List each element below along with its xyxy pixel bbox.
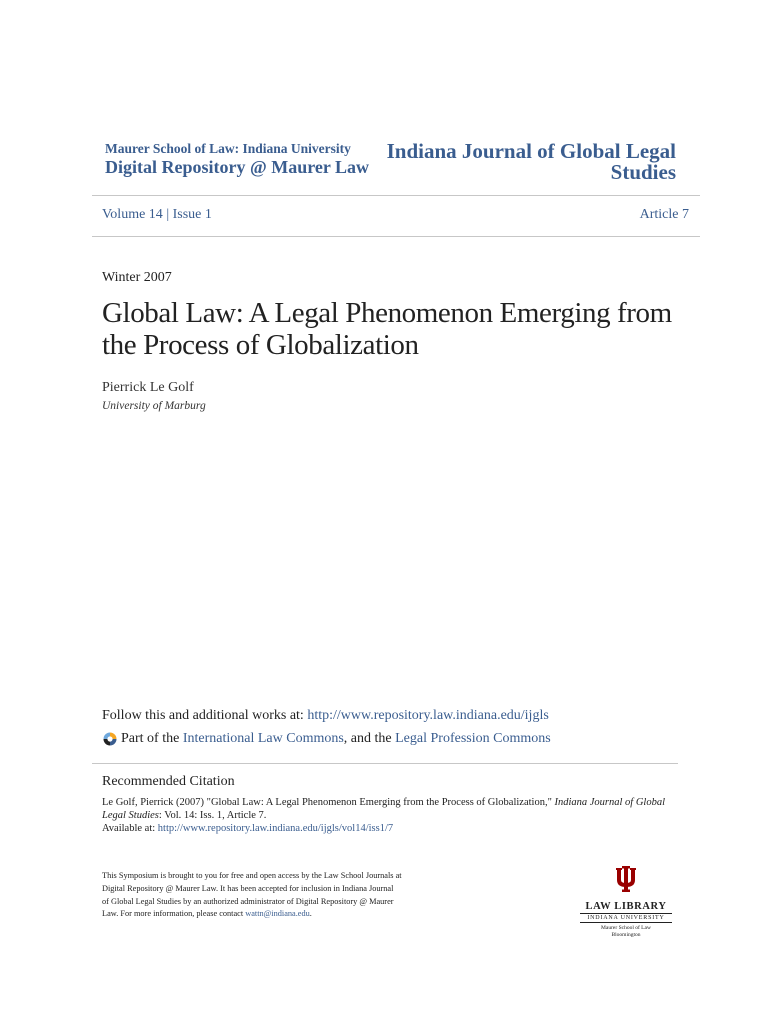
part-of-line (102, 731, 551, 747)
publication-date: Winter 2007 (102, 270, 172, 285)
citation-plain: Le Golf, Pierrick (2007) "Global Law: A Legal Phenomenon Emerging from the Process of Globalization," (102, 797, 555, 808)
volume-issue-separator: | (166, 207, 170, 222)
law-library-school (580, 925, 672, 938)
law-library-school-line1: Maurer School of Law (601, 925, 651, 931)
article-url-link[interactable]: http://www.repository.law.indiana.edu/ijgls/vol14/iss1/7 (157, 823, 394, 834)
law-library-school-line2: Bloomington (611, 931, 641, 938)
law-library-title: LAW LIBRARY (585, 901, 667, 912)
contact-email-link[interactable]: wattn@indiana.edu (245, 909, 310, 919)
journal-title[interactable] (356, 141, 676, 183)
citation-tail: : Vol. 14: Iss. 1, Article 7. (158, 810, 267, 821)
available-at (102, 823, 393, 834)
citation-text (102, 796, 682, 822)
article-number[interactable]: Article 7 (639, 207, 689, 222)
follow-line (102, 708, 549, 724)
law-library-university: INDIANA UNIVERSITY (580, 913, 672, 923)
volume-link[interactable]: Volume 14 (102, 207, 163, 222)
available-label: Available at: (102, 823, 158, 834)
repository-institution[interactable]: Maurer School of Law: Indiana University (105, 141, 351, 156)
footer-notice-end: . (309, 909, 312, 919)
repository-name[interactable]: Digital Repository @ Maurer Law (105, 157, 370, 177)
article-title: Global Law: A Legal Phenomenon Emerging from the Process of Globalization (102, 297, 672, 361)
commons-logo-icon[interactable] (102, 731, 118, 747)
author-name: Pierrick Le Golf (102, 380, 194, 395)
journal-title-line1: Indiana Journal of Global Legal (386, 139, 676, 163)
international-law-commons-link[interactable]: International Law Commons (182, 731, 344, 746)
footer-notice-text: This Symposium is brought to you for free and open access by the Law School Journals at Digital Repository @ Maurer Law. It has been accepted for inclusion in Indiana Journal of Global Legal Studies by an authorized administrator of Digital Repository @ Maurer Law. For more information, please contact (102, 871, 402, 919)
iu-trident-icon (580, 866, 672, 899)
header-divider-bottom (92, 236, 700, 237)
issue-link[interactable]: Issue 1 (172, 207, 212, 222)
author-affiliation: University of Marburg (102, 400, 206, 412)
part-of-middle: , and the (343, 731, 392, 746)
legal-profession-commons-link[interactable]: Legal Profession Commons (395, 731, 551, 746)
citation-heading: Recommended Citation (102, 774, 235, 789)
collection-url-link[interactable]: http://www.repository.law.indiana.edu/ijgls (307, 708, 549, 723)
part-of-prefix: Part of the (121, 731, 180, 746)
citation-divider (92, 763, 678, 764)
footer-notice (102, 870, 402, 921)
follow-prefix: Follow this and additional works at: (102, 708, 308, 723)
header-divider-top (92, 195, 700, 196)
journal-title-line2: Studies (610, 160, 676, 184)
citation-journal: Indiana Journal of Global Legal Studies (102, 797, 666, 821)
law-library-logo[interactable] (580, 866, 672, 938)
volume-issue (102, 207, 212, 223)
